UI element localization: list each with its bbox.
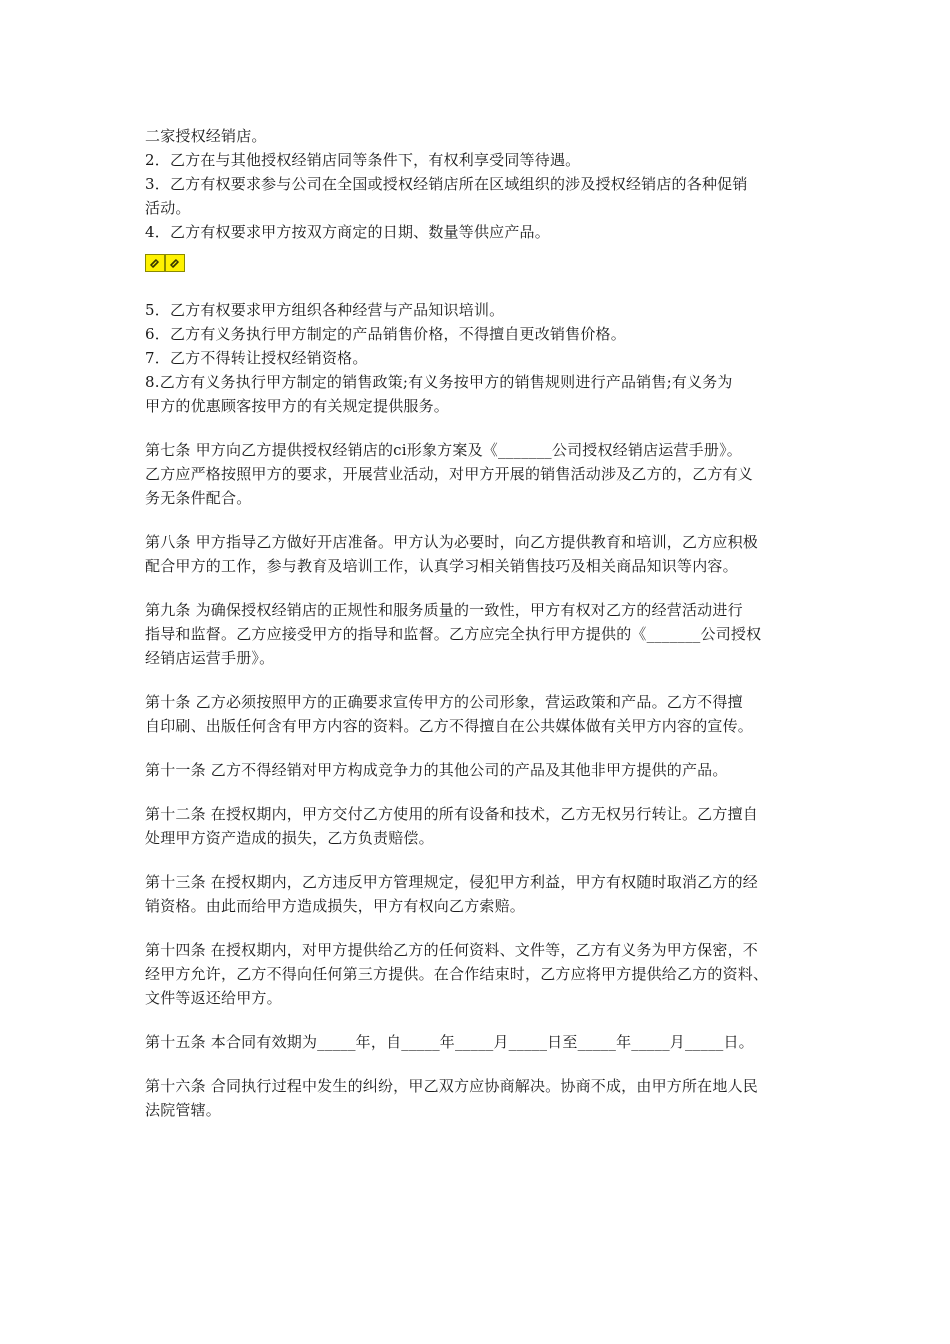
article-15 [145,1030,815,1054]
article-line: 第十条 乙方必须按照甲方的正确要求宣传甲方的公司形象，营运政策和产品。乙方不得擅 [145,693,743,711]
article-line: 第八条 甲方指导乙方做好开店准备。甲方认为必要时，向乙方提供教育和培训，乙方应积极 [145,533,758,551]
article-line: 第十五条 本合同有效期为_____年，自_____年_____月_____日至_____年_____月_____日。 [145,1033,754,1051]
link-icon[interactable] [165,254,185,272]
list-line: 活动。 [145,199,191,217]
article-7 [145,438,815,510]
article-line: 法院管辖。 [145,1101,222,1119]
rights-list-a [145,124,815,244]
article-line: 第十二条 在授权期内，甲方交付乙方使用的所有设备和技术，乙方无权另行转让。乙方擅自 [145,805,758,823]
list-line: 6．乙方有义务执行甲方制定的产品销售价格，不得擅自更改销售价格。 [145,325,626,343]
article-line: 第十六条 合同执行过程中发生的纠纷，甲乙双方应协商解决。协商不成，由甲方所在地人民 [145,1077,758,1095]
article-9 [145,598,815,670]
article-11 [145,758,815,782]
embedded-icons [145,254,815,274]
article-line: 第十三条 在授权期内，乙方违反甲方管理规定，侵犯甲方利益，甲方有权随时取消乙方的经 [145,873,758,891]
list-line: 2．乙方在与其他授权经销店同等条件下，有权利享受同等待遇。 [145,151,581,169]
list-line: 5．乙方有权要求甲方组织各种经营与产品知识培训。 [145,301,505,319]
article-line: 乙方应严格按照甲方的要求，开展营业活动，对甲方开展的销售活动涉及乙方的，乙方有义 [145,465,754,483]
article-10 [145,690,815,738]
rights-list-b [145,298,815,418]
list-line: 甲方的优惠顾客按甲方的有关规定提供服务。 [145,397,450,415]
link-icon[interactable] [145,254,165,272]
article-line: 经销店运营手册》。 [145,649,275,667]
article-line: 第七条 甲方向乙方提供授权经销店的ci形象方案及《_______公司授权经销店运营手册》。 [145,441,742,459]
article-line: 经甲方允许，乙方不得向任何第三方提供。在合作结束时，乙方应将甲方提供给乙方的资料、 [145,965,769,983]
article-8 [145,530,815,578]
article-line: 处理甲方资产造成的损失，乙方负责赔偿。 [145,829,434,847]
article-13 [145,870,815,918]
list-line: 3．乙方有权要求参与公司在全国或授权经销店所在区域组织的涉及授权经销店的各种促销 [145,175,748,193]
article-line: 自印刷、出版任何含有甲方内容的资料。乙方不得擅自在公共媒体做有关甲方内容的宣传。 [145,717,754,735]
article-line: 务无条件配合。 [145,489,252,507]
document-page [145,124,815,1122]
list-line: 二家授权经销店。 [145,127,267,145]
list-line: 8.乙方有义务执行甲方制定的销售政策;有义务按甲方的销售规则进行产品销售;有义务为 [145,373,733,391]
article-line: 指导和监督。乙方应接受甲方的指导和监督。乙方应完全执行甲方提供的《_______公司授权 [145,625,762,643]
list-line: 7．乙方不得转让授权经销资格。 [145,349,368,367]
article-line: 第九条 为确保授权经销店的正规性和服务质量的一致性，甲方有权对乙方的经营活动进行 [145,601,743,619]
article-12 [145,802,815,850]
article-16 [145,1074,815,1122]
article-line: 配合甲方的工作，参与教育及培训工作，认真学习相关销售技巧及相关商品知识等内容。 [145,557,738,575]
article-line: 第十一条 乙方不得经销对甲方构成竞争力的其他公司的产品及其他非甲方提供的产品。 [145,761,728,779]
article-14 [145,938,815,1010]
article-line: 第十四条 在授权期内，对甲方提供给乙方的任何资料、文件等，乙方有义务为甲方保密，不 [145,941,758,959]
article-line: 销资格。由此而给甲方造成损失，甲方有权向乙方索赔。 [145,897,526,915]
list-line: 4．乙方有权要求甲方按双方商定的日期、数量等供应产品。 [145,223,550,241]
article-line: 文件等返还给甲方。 [145,989,282,1007]
